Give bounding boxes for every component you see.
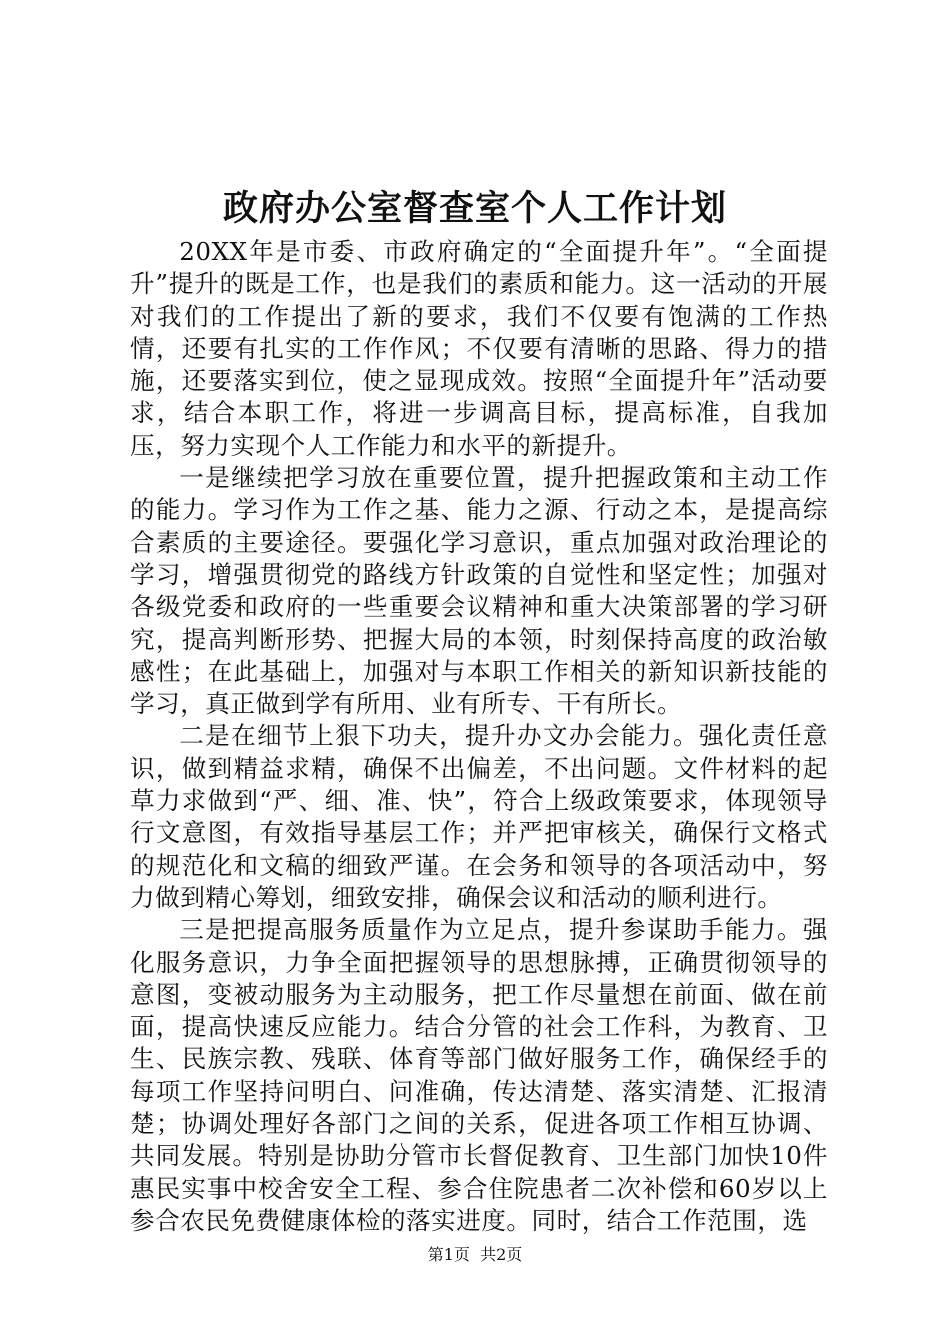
paragraph-service: 三是把提高服务质量作为立足点，提升参谋助手能力。强化服务意识，力争全面把握领导的思想脉搏，正确贯彻领导的意图，变被动服务为主动服务，把工作尽量想在前面、做在前面，提高快速反应能力。结合分管的社会工作科，为教育、卫生、民族宗教、残联、体育等部门做好服务工作，确保经手的每项工作坚持问明白、问准确，传达清楚、落实清楚、汇报清楚；协调处理好各部门之间的关系，促进各项工作相互协调、共同发展。特别是协助分管市长督促教育、卫生部门加快10件惠民实事中校舍安全工程、参合住院患者二次补偿和60岁以上参合农民免费健康体检的落实进度。同时，结合工作范围，选 (130, 915, 828, 1235)
document-title: 政府办公室督查室个人工作计划 (222, 188, 727, 229)
page-number: 第1页 (427, 1245, 470, 1264)
paragraph-intro: 20XX年是市委、市政府确定的“全面提升年”。“全面提升”提升的既是工作，也是我们的素质和能力。这一活动的开展对我们的工作提出了新的要求，我们不仅要有饱满的工作热情，还要有扎实的工作作风；不仅要有清晰的思路、得力的措施，还要落实到位，使之显现成效。按照“全面提升年”活动要求，结合本职工作，将进一步调高目标，提高标准，自我加压，努力实现个人工作能力和水平的新提升。 (130, 237, 828, 460)
paragraph-details: 二是在细节上狠下功夫，提升办文办会能力。强化责任意识，做到精益求精，确保不出偏差，不出问题。文件材料的起草力求做到“严、细、准、快”，符合上级政策要求，体现领导行文意图，有效指导基层工作；并严把审核关，确保行文格式的规范化和文稿的细致严谨。在会务和领导的各项活动中，努力做到精心筹划，细致安排，确保会议和活动的顺利进行。 (130, 721, 828, 912)
document-body (130, 236, 828, 1237)
page-footer (0, 1244, 950, 1266)
paragraph-study: 一是继续把学习放在重要位置，提升把握政策和主动工作的能力。学习作为工作之基、能力之源、行动之本，是提高综合素质的主要途径。要强化学习意识，重点加强对政治理论的学习，增强贯彻党的路线方针政策的自觉性和坚定性；加强对各级党委和政府的一些重要会议精神和重大决策部署的学习研究，提高判断形势、把握大局的本领，时刻保持高度的政治敏感性；在此基础上，加强对与本职工作相关的新知识新技能的学习，真正做到学有所用、业有所专、干有所长。 (130, 463, 828, 719)
page-total: 共2页 (480, 1245, 523, 1264)
